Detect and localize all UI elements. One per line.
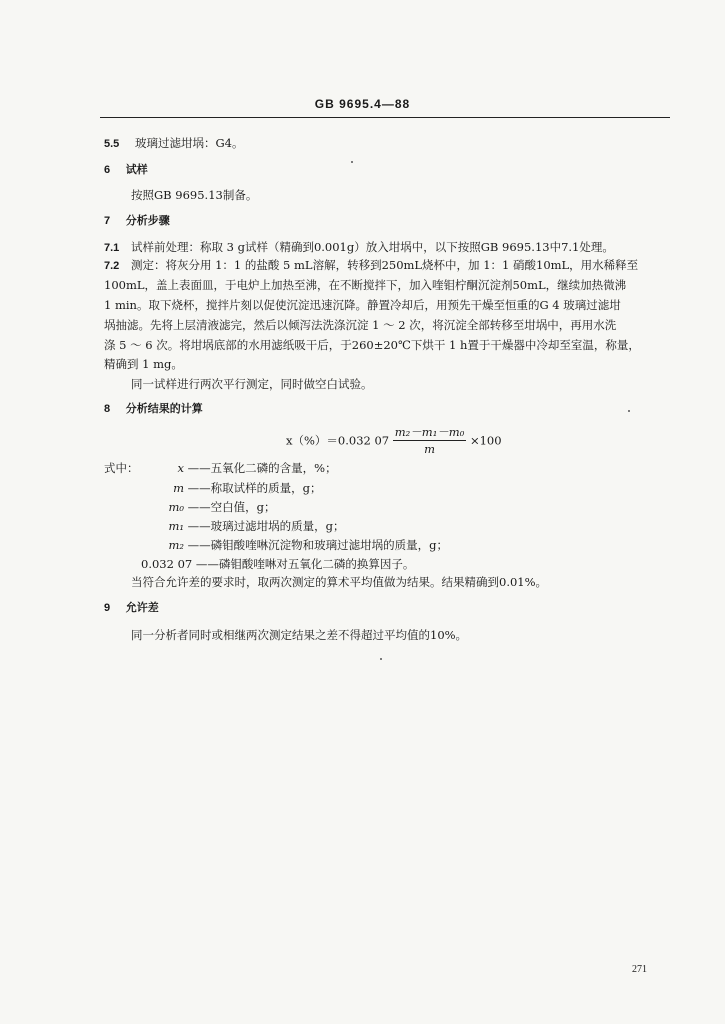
formula	[286, 425, 502, 456]
variable-description: ——空白值，g；	[187, 500, 276, 514]
formula-tail: ×100	[469, 433, 502, 448]
document-header: GB 9695.4—88	[314, 97, 411, 111]
section-number: 6	[104, 164, 111, 176]
section-9-body: 同一分析者同时或相继两次测定结果之差不得超过平均值的10%。	[131, 628, 468, 642]
clause-text: 试样前处理：称取 3 g试样（精确到0.001g）放入坩埚中，以下按照GB 9695.13中7.1处理。	[130, 240, 614, 254]
variable-symbol: x	[177, 461, 184, 475]
variable-symbol: m	[173, 481, 184, 495]
section-9-heading	[104, 600, 159, 615]
variable-row	[160, 538, 448, 552]
clause-7-1	[104, 240, 614, 255]
scan-speck	[628, 410, 630, 412]
clause-number: 7.1	[104, 242, 120, 254]
conversion-factor-line: 0.032 07 ——磷钼酸喹啉对五氧化二磷的换算因子。	[141, 557, 415, 571]
variable-row	[160, 481, 322, 495]
section-8-heading	[104, 401, 203, 416]
clause-line: 测定：将灰分用 1：1 的盐酸 5 mL溶解，转移到250mL烧杯中，加 1：1 硝酸10mL，用水稀释至	[130, 258, 639, 272]
clause-number: 5.5	[104, 138, 120, 150]
formula-denominator: m	[424, 442, 435, 456]
formula-fraction	[393, 425, 467, 456]
clause-text: 玻璃过滤坩埚：G4。	[134, 136, 244, 150]
scan-speck	[351, 161, 353, 163]
clause-line: 1 min。取下烧杯，搅拌片刻以促使沉淀迅速沉降。静置冷却后，用预先干燥至恒重的G 4 玻璃过滤坩	[104, 298, 621, 312]
section-title: 分析步骤	[125, 215, 170, 227]
section-6-heading	[104, 162, 148, 177]
variable-symbol: m₁	[168, 519, 184, 533]
section-number: 9	[104, 602, 111, 614]
clause-line: 埚抽滤。先将上层清液滤完，然后以倾泻法洗涤沉淀 1 ～ 2 次，将沉淀全部转移至坩埚中，再用水洗	[104, 318, 617, 332]
section-title: 允许差	[125, 602, 159, 614]
section-title: 分析结果的计算	[125, 403, 203, 415]
clause-5-5	[104, 136, 243, 151]
variable-description: ——称取试样的质量，g；	[187, 481, 322, 495]
where-label: 式中：	[104, 461, 139, 475]
clause-line: 100mL，盖上表面皿，于电炉上加热至沸，在不断搅拌下，加入喹钼柠酮沉淀剂50mL，继续加热微沸	[104, 278, 627, 292]
formula-numerator: m₂－m₁－m₀	[394, 425, 465, 439]
variable-symbol: m₀	[168, 500, 184, 514]
variable-row	[160, 519, 345, 533]
variable-description: ——磷钼酸喹啉沉淀物和玻璃过滤坩埚的质量，g；	[187, 538, 449, 552]
header-rule	[100, 117, 670, 118]
clause-number: 7.2	[104, 260, 120, 272]
clause-7-2	[104, 258, 638, 273]
section-title: 试样	[125, 164, 148, 176]
clause-line: 精确到 1 mg。	[104, 357, 183, 371]
variable-row	[160, 500, 276, 514]
page-number: 271	[632, 964, 647, 975]
clause-line: 涤 5 ～ 6 次。将坩埚底部的水用滤纸吸干后，于260±20℃下烘干 1 h置于干燥器中冷却至室温，称量，	[104, 338, 640, 352]
section-6-body: 按照GB 9695.13制备。	[131, 188, 258, 202]
section-7-heading	[104, 213, 170, 228]
section-number: 7	[104, 215, 111, 227]
result-note: 当符合允许差的要求时，取两次测定的算术平均值做为结果。结果精确到0.01%。	[131, 575, 548, 589]
scan-speck	[380, 658, 382, 660]
variable-description: ——五氧化二磷的含量，%；	[187, 461, 337, 475]
variable-description: ——玻璃过滤坩埚的质量，g；	[187, 519, 345, 533]
parallel-test-note: 同一试样进行两次平行测定，同时做空白试验。	[131, 377, 373, 391]
variable-row	[160, 461, 360, 475]
formula-lhs: x（%）＝0.032 07	[286, 433, 390, 448]
variable-symbol: m₂	[168, 538, 184, 552]
section-number: 8	[104, 403, 111, 415]
